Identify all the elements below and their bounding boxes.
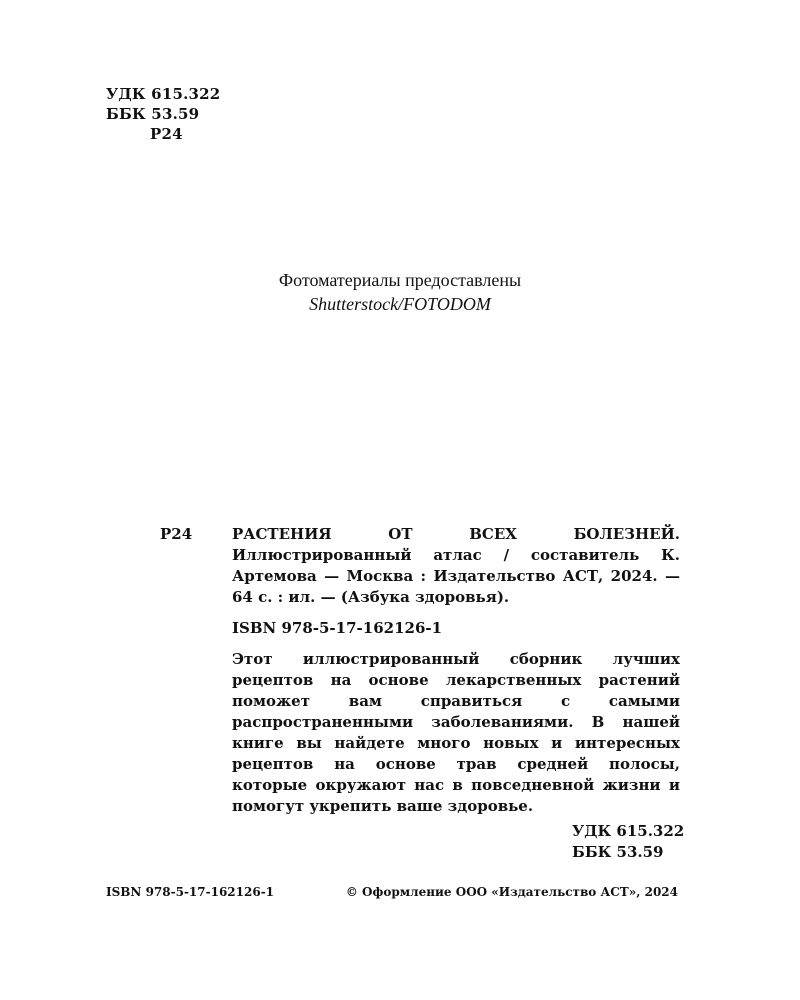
catalog-isbn: ISBN 978-5-17-162126-1 — [232, 619, 443, 637]
book-bibliographic-details: Иллюстрированный атлас / составитель К. Артемова — Москва : Издательство АСТ, 2024. — 64 с. : ил. — (Азбука здоровья). — [232, 546, 680, 606]
header-udk-code: УДК 615.322 — [106, 85, 221, 103]
catalog-bbk-code: ББК 53.59 — [572, 843, 664, 861]
header-bbk-code: ББК 53.59 — [106, 105, 200, 123]
photo-credits-source: Shutterstock/FOTODOM — [309, 294, 491, 314]
catalog-record — [160, 524, 685, 863]
header-author-mark: Р24 — [150, 125, 183, 143]
footer-isbn: ISBN 978-5-17-162126-1 — [106, 885, 275, 899]
photo-credits — [0, 268, 800, 316]
header-classification-codes — [106, 84, 220, 144]
book-annotation: Этот иллюстрированный сборник лучших рецептов на основе лекарственных растений поможет вам справиться с самыми распространенными заболеваниями. В нашей книге вы найдете много новых и интересных рецептов на основе трав средней полосы, которые окружают нас в повседневной жизни и помогут укрепить ваше здоровье. — [232, 650, 680, 815]
catalog-index: Р24 — [160, 525, 193, 543]
footer-copyright: © Оформление ООО «Издательство АСТ», 2024 — [345, 885, 678, 899]
catalog-udk-code: УДК 615.322 — [572, 822, 685, 840]
catalog-description — [232, 524, 680, 608]
catalog-classification-codes — [232, 821, 685, 863]
book-title: РАСТЕНИЯ ОТ ВСЕХ БОЛЕЗНЕЙ. — [232, 525, 680, 543]
photo-credits-line: Фотоматериалы предоставлены — [278, 270, 522, 290]
